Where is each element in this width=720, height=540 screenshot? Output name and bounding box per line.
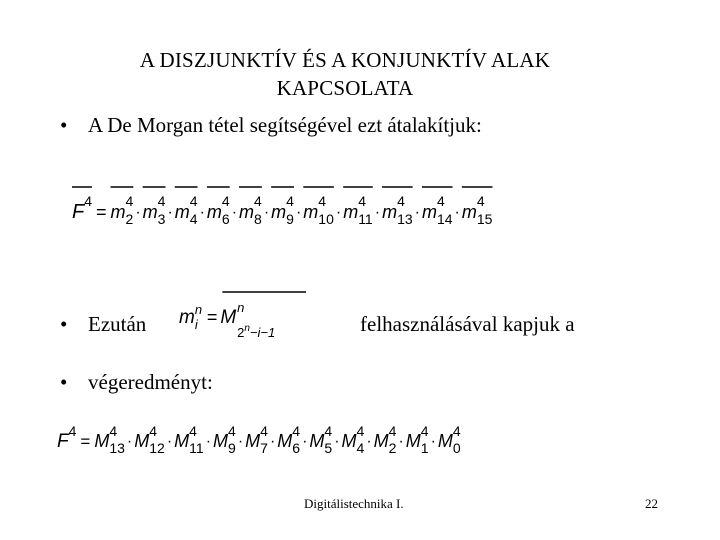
eq1-term-base: m	[142, 202, 158, 222]
eq1-dot-operator: ·	[335, 204, 342, 221]
eq1-dot-operator: ·	[167, 204, 173, 221]
eq1-term-superscript: 4	[397, 193, 405, 209]
eq2-rhs-subscript-tail: −i−1	[249, 325, 276, 340]
eq1-dot-operator: ·	[374, 204, 381, 221]
eq3-term-subscript: 13	[109, 440, 125, 456]
eq3-term-superscript: 4	[452, 423, 461, 439]
bullet-marker: •	[60, 312, 68, 336]
eq3-term-superscript: 4	[420, 423, 429, 439]
eq3-term-subscript: 2	[388, 440, 397, 456]
eq3-term-base: M	[174, 431, 190, 451]
bullet-text-2-right: felhasználásával kapjuk a	[360, 312, 575, 336]
eq1-term-superscript: 4	[125, 193, 134, 209]
eq3-equals: =	[80, 432, 91, 451]
eq1-dot-operator: ·	[454, 204, 460, 221]
eq3-lhs-superscript: 4	[68, 423, 77, 439]
eq1-term-subscript: 8	[254, 211, 262, 227]
eq3-dot-operator: ·	[430, 433, 436, 450]
eq2-rhs-subscript-exponent: n	[244, 323, 250, 334]
eq1-term-subscript: 9	[286, 211, 294, 227]
eq1-term-subscript: 6	[221, 211, 230, 227]
eq1-term-subscript: 10	[318, 211, 334, 227]
eq3-term-superscript: 4	[324, 423, 333, 439]
eq3-lhs: F	[57, 431, 69, 452]
eq3-dot-operator: ·	[334, 433, 340, 450]
eq3-term-base: M	[309, 431, 325, 451]
eq3-term-superscript: 4	[356, 423, 365, 439]
eq1-lhs-superscript: 4	[84, 193, 93, 209]
eq2-lhs-base: m	[179, 307, 195, 328]
eq3-term-superscript: 4	[388, 423, 397, 439]
eq1-term-superscript: 4	[318, 193, 327, 209]
eq1-term-base: m	[206, 202, 222, 222]
eq3-term-subscript: 5	[324, 440, 333, 456]
eq3-dot-operator: ·	[269, 433, 276, 450]
eq1-term-subscript: 2	[125, 211, 134, 227]
eq3-dot-operator: ·	[205, 433, 212, 450]
eq2-rhs-subscript-base: 2	[237, 325, 245, 340]
eq1-term-base: m	[174, 202, 190, 222]
eq2-rhs-base: M	[220, 307, 237, 328]
eq3-term-subscript: 1	[420, 440, 429, 456]
eq3-term-superscript: 4	[292, 423, 301, 439]
eq2-lhs-subscript: i	[194, 317, 198, 332]
eq3-term-superscript: 4	[189, 423, 197, 439]
eq3-dot-operator: ·	[366, 433, 372, 450]
eq3-term-base: M	[277, 431, 293, 451]
eq3-dot-operator: ·	[126, 433, 133, 450]
eq2-lhs-superscript: n	[194, 302, 203, 317]
eq1-lhs: F	[72, 201, 85, 223]
eq3-term-subscript: 4	[356, 440, 365, 456]
eq3-term-base: M	[245, 431, 261, 451]
eq3-term-subscript: 7	[260, 440, 268, 456]
page-number: 22	[645, 496, 658, 511]
eq1-term-base: m	[303, 202, 319, 222]
bullet-text-2-left: Ezután	[88, 312, 147, 336]
eq1-term-base: m	[239, 202, 255, 222]
eq1-term-subscript: 4	[189, 211, 198, 227]
eq3-term-subscript: 6	[292, 440, 301, 456]
eq1-term-superscript: 4	[358, 193, 366, 209]
eq3-term-superscript: 4	[260, 423, 268, 439]
eq2-equals: =	[206, 307, 218, 327]
eq1-term-subscript: 15	[476, 211, 493, 227]
eq3-term-base: M	[134, 431, 150, 451]
eq1-term-base: m	[421, 202, 437, 222]
eq1-term-superscript: 4	[476, 193, 485, 209]
eq1-term-base: m	[343, 202, 359, 222]
eq1-equals: =	[96, 202, 107, 222]
eq1-term-superscript: 4	[189, 193, 198, 209]
title-line-2: KAPCSOLATA	[276, 76, 414, 100]
eq1-dot-operator: ·	[199, 204, 205, 221]
eq3-term-base: M	[94, 431, 110, 451]
eq1-term-superscript: 4	[157, 193, 166, 209]
bullet-marker: •	[60, 370, 68, 394]
eq1-term-superscript: 4	[436, 193, 445, 209]
eq3-term-superscript: 4	[109, 423, 118, 439]
eq1-dot-operator: ·	[263, 204, 270, 221]
eq3-term-base: M	[437, 431, 453, 451]
title-line-1: A DISZJUNKTÍV ÉS A KONJUNKTÍV ALAK	[139, 48, 551, 72]
eq1-dot-operator: ·	[414, 204, 420, 221]
eq1-term-base: m	[271, 202, 287, 222]
eq2-rhs-superscript: n	[237, 300, 245, 315]
eq3-term-subscript: 0	[452, 440, 461, 456]
eq3-term-superscript: 4	[149, 423, 158, 439]
eq3-term-subscript: 12	[149, 440, 165, 456]
bullet-marker: •	[60, 113, 68, 137]
eq1-term-subscript: 14	[436, 211, 453, 227]
eq3-term-base: M	[213, 431, 229, 451]
eq1-term-subscript: 3	[157, 211, 166, 227]
eq1-term-base: m	[461, 202, 477, 222]
eq1-dot-operator: ·	[135, 204, 141, 221]
eq1-term-subscript: 11	[358, 211, 373, 227]
bullet-text-3: végeredményt:	[88, 370, 213, 394]
eq3-dot-operator: ·	[302, 433, 308, 450]
eq3-dot-operator: ·	[398, 433, 404, 450]
eq3-term-superscript: 4	[228, 423, 236, 439]
eq1-term-subscript: 13	[397, 211, 413, 227]
eq3-term-base: M	[373, 431, 389, 451]
eq3-term-subscript: 9	[228, 440, 236, 456]
eq1-term-base: m	[382, 202, 398, 222]
eq1-term-base: m	[110, 202, 126, 222]
footer-title: Digitálistechnika I.	[304, 496, 404, 511]
eq1-term-superscript: 4	[286, 193, 294, 209]
bullet-text-1: A De Morgan tétel segítségével ezt átalakítjuk:	[88, 113, 482, 137]
eq1-dot-operator: ·	[295, 204, 302, 221]
eq3-term-subscript: 11	[189, 440, 204, 456]
eq3-dot-operator: ·	[166, 433, 173, 450]
eq3-dot-operator: ·	[237, 433, 244, 450]
eq1-dot-operator: ·	[231, 204, 238, 221]
eq1-term-superscript: 4	[221, 193, 230, 209]
eq3-term-base: M	[405, 431, 421, 451]
eq1-term-superscript: 4	[254, 193, 262, 209]
eq3-term-base: M	[341, 431, 357, 451]
